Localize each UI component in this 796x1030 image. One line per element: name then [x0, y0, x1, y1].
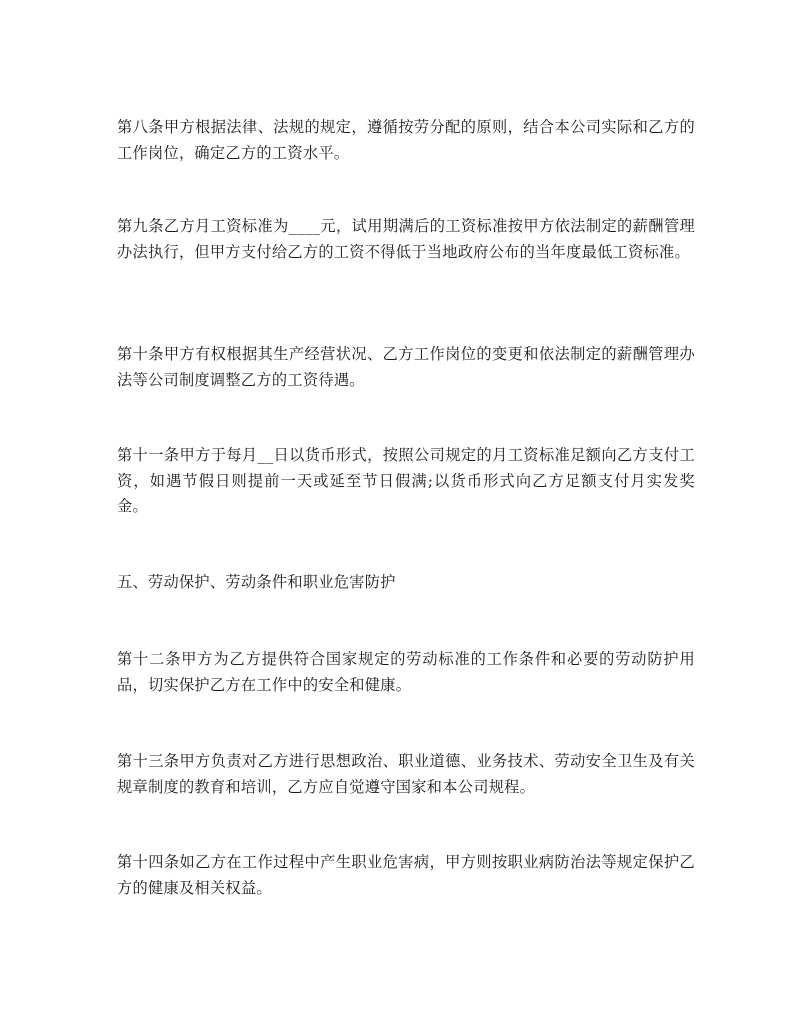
article-9-paragraph: 第九条乙方月工资标准为____元，试用期满后的工资标准按甲方依法制定的薪酬管理办法执行，但甲方支付给乙方的工资不得低于当地政府公布的当年度最低工资标准。: [117, 217, 695, 261]
article-12-paragraph: 第十二条甲方为乙方提供符合国家规定的劳动标准的工作条件和必要的劳动防护用品，切实保护乙方在工作中的安全和健康。: [117, 650, 695, 694]
article-14-paragraph: 第十四条如乙方在工作过程中产生职业危害病，甲方则按职业病防治法等规定保护乙方的健康及相关权益。: [117, 853, 695, 897]
article-11-paragraph: 第十一条甲方于每月__日以货币形式，按照公司规定的月工资标准足额向乙方支付工资，如遇节假日则提前一天或延至节日假满;以货币形式向乙方足额支付月实发奖金。: [117, 446, 695, 515]
article-8-paragraph: 第八条甲方根据法律、法规的规定，遵循按劳分配的原则，结合本公司实际和乙方的工作岗位，确定乙方的工资水平。: [117, 118, 695, 162]
article-10-paragraph: 第十条甲方有权根据其生产经营状况、乙方工作岗位的变更和依法制定的薪酬管理办法等公司制度调整乙方的工资待遇。: [117, 345, 695, 389]
section-5-heading: 五、劳动保护、劳动条件和职业危害防护: [117, 573, 396, 591]
article-13-paragraph: 第十三条甲方负责对乙方进行思想政治、职业道德、业务技术、劳动安全卫生及有关规章制度的教育和培训，乙方应自觉遵守国家和本公司规程。: [117, 752, 695, 796]
